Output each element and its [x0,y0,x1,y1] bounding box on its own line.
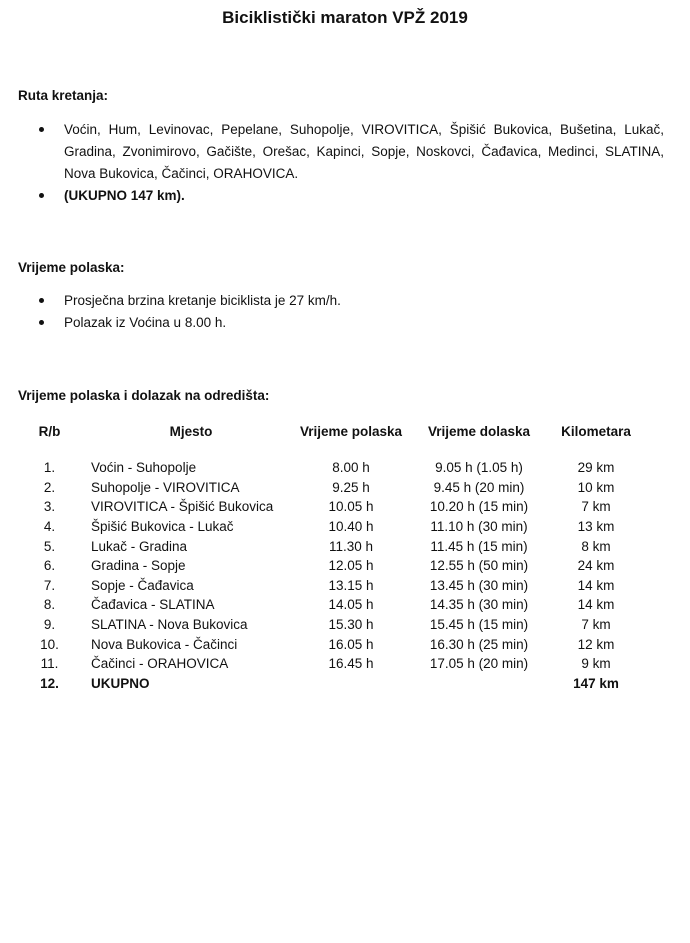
row-mjesto: Lukač - Gradina [91,538,188,554]
row-mjesto: Čačinci - ORAHOVICA [91,656,229,672]
row-vrijeme-dolaska: 10.20 h (15 min) [429,499,529,515]
total-empty [411,674,547,694]
row-vrijeme-polaska: 15.30 h [328,617,374,633]
row-rb: 5. [43,538,56,554]
row-kilometara: 7 km [581,617,611,633]
route-heading: Ruta kretanja: [18,88,109,103]
row-kilometara: 24 km [577,558,615,574]
row-kilometara: 13 km [577,519,615,535]
row-mjesto: Čađavica - SLATINA [91,597,215,613]
row-kilometara: 10 km [577,479,615,495]
row-mjesto: Voćin - Suhopolje [91,460,197,476]
row-mjesto: Špišić Bukovica - Lukač [91,519,234,535]
row-vrijeme-polaska: 10.05 h [328,499,374,515]
row-vrijeme-dolaska: 9.45 h (20 min) [433,479,525,495]
row-rb: 10. [40,636,59,652]
table-row [22,556,645,576]
row-vrijeme-dolaska: 16.30 h (25 min) [429,636,529,652]
spacer-row [22,444,645,458]
row-rb: 9. [43,617,56,633]
row-vrijeme-polaska: 12.05 h [328,558,374,574]
table-row [22,458,645,478]
row-vrijeme-polaska: 13.15 h [328,577,374,593]
col-header-vrijeme-dolaska: Vrijeme dolaska [427,423,531,439]
row-rb: 3. [43,499,56,515]
row-mjesto: Suhopolje - VIROVITICA [91,479,240,495]
table-row [22,634,645,654]
row-kilometara: 9 km [581,656,611,672]
row-vrijeme-polaska: 9.25 h [332,479,370,495]
table-row [22,595,645,615]
bullet-icon [39,320,44,325]
row-vrijeme-dolaska: 12.55 h (50 min) [429,558,529,574]
document-title: Biciklistički maraton VPŽ 2019 [222,8,468,27]
total-row [22,674,645,694]
col-header-rb: R/b [38,423,61,439]
table-row [22,654,645,674]
route-places: Voćin, Hum, Levinovac, Pepelane, Suhopolje, VIROVITICA, Špišić Bukovica, Bušetina, Lukač, Gradina, Zvonimirovo, Gačište, Orešac, Kapinci, Sopje, Noskovci, Čađavica, Medinci, SLATINA, Nova Bukovica, Čačinci, ORAHOVICA. [64,122,664,181]
row-vrijeme-dolaska: 14.35 h (30 min) [429,597,529,613]
route-total-item [0,185,664,207]
route-total: (UKUPNO 147 km). [64,188,185,203]
row-kilometara: 8 km [581,538,611,554]
schedule-heading: Vrijeme polaska i dolazak na odredišta: [18,388,270,403]
schedule-table [22,418,645,693]
row-kilometara: 7 km [581,499,611,515]
departure-item-text: Polazak iz Voćina u 8.00 h. [64,315,227,330]
total-label: UKUPNO [91,675,150,691]
route-list [0,119,664,207]
table-row [22,536,645,556]
row-vrijeme-dolaska: 13.45 h (30 min) [429,577,529,593]
row-vrijeme-polaska: 16.45 h [328,656,374,672]
row-rb: 6. [43,558,56,574]
row-vrijeme-polaska: 8.00 h [332,460,370,476]
departure-item [0,312,664,334]
row-vrijeme-dolaska: 11.10 h (30 min) [430,519,528,535]
row-kilometara: 14 km [577,577,615,593]
row-mjesto: Sopje - Čađavica [91,577,194,593]
route-places-item [0,119,664,185]
total-rb: 12. [40,675,59,691]
row-rb: 11. [40,656,59,672]
row-vrijeme-dolaska: 11.45 h (15 min) [430,538,528,554]
table-row [22,478,645,498]
row-rb: 4. [43,519,56,535]
row-rb: 7. [43,577,56,593]
row-mjesto: VIROVITICA - Špišić Bukovica [91,499,274,515]
schedule-header-row [22,418,645,444]
table-row [22,576,645,596]
table-row [22,497,645,517]
departure-item-text: Prosječna brzina kretanje biciklista je 27 km/h. [64,293,341,308]
total-empty [291,674,411,694]
row-vrijeme-polaska: 11.30 h [328,538,374,554]
row-kilometara: 29 km [577,460,615,476]
total-km: 147 km [573,675,619,691]
departure-heading: Vrijeme polaska: [18,260,125,275]
row-rb: 2. [43,479,56,495]
row-vrijeme-dolaska: 9.05 h (1.05 h) [435,460,523,476]
col-header-vrijeme-polaska: Vrijeme polaska [299,423,403,439]
bullet-icon [39,298,44,303]
departure-list [0,290,664,334]
row-rb: 8. [43,597,56,613]
row-rb: 1. [43,460,56,476]
row-vrijeme-polaska: 16.05 h [328,636,374,652]
col-header-kilometara: Kilometara [561,423,631,439]
bullet-icon [39,127,44,132]
row-vrijeme-dolaska: 15.45 h (15 min) [429,617,529,633]
row-vrijeme-polaska: 14.05 h [328,597,374,613]
row-kilometara: 12 km [577,636,615,652]
table-row [22,615,645,635]
row-vrijeme-polaska: 10.40 h [328,519,374,535]
col-header-mjesto: Mjesto [169,423,213,439]
table-row [22,517,645,537]
row-vrijeme-dolaska: 17.05 h (20 min) [429,656,529,672]
row-mjesto: Gradina - Sopje [91,558,186,574]
bullet-icon [39,193,44,198]
row-mjesto: Nova Bukovica - Čačinci [91,636,238,652]
departure-item [0,290,664,312]
schedule-body [22,444,645,693]
row-kilometara: 14 km [577,597,615,613]
row-mjesto: SLATINA - Nova Bukovica [91,617,248,633]
